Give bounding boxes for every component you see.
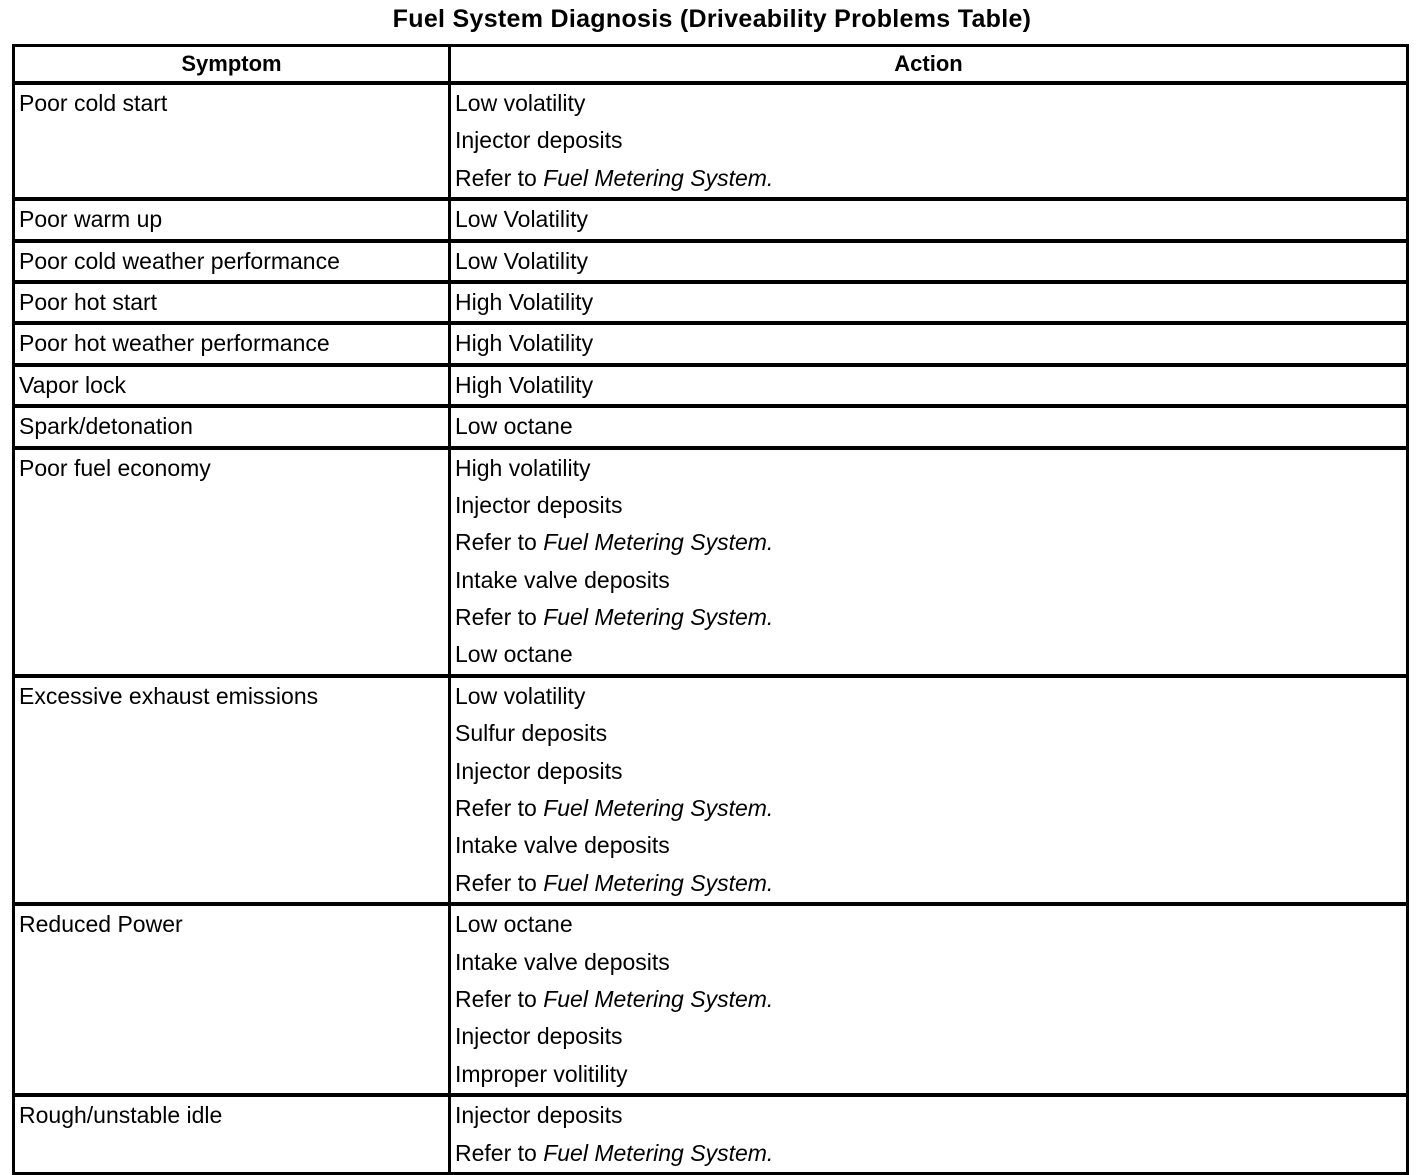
table-row [14, 282, 1408, 323]
action-cell [450, 282, 1408, 323]
table-row [14, 676, 1408, 904]
action-cell [450, 365, 1408, 406]
symptom-cell [14, 406, 450, 447]
action-line [451, 1135, 1406, 1172]
action-line [451, 1018, 1406, 1055]
action-text: Refer to [455, 529, 544, 556]
action-line [451, 753, 1406, 790]
action-text: Sulfur deposits [455, 720, 608, 747]
symptom-text: Rough/unstable idle [19, 1102, 223, 1129]
action-line [451, 201, 1406, 238]
symptom-text: Poor cold start [19, 90, 168, 116]
action-text: Injector deposits [455, 1023, 623, 1050]
action-reference: Fuel Metering System. [543, 795, 774, 822]
action-text: Intake valve deposits [455, 566, 670, 593]
table-row [14, 365, 1408, 406]
symptom-text: Spark/detonation [19, 413, 193, 440]
symptom-text: Poor fuel economy [19, 454, 211, 481]
table-row [14, 406, 1408, 447]
symptom-cell [14, 323, 450, 364]
symptom-cell [14, 241, 450, 282]
symptom-cell [14, 199, 450, 240]
action-line [451, 450, 1406, 487]
action-text: Injector deposits [455, 757, 623, 784]
symptom-cell [14, 1095, 450, 1173]
action-cell [450, 406, 1408, 447]
symptom-cell [14, 282, 450, 323]
symptom-column-header: Symptom [14, 46, 450, 84]
action-text: Refer to [455, 1139, 544, 1166]
action-line [451, 160, 1406, 197]
symptom-text: Excessive exhaust emissions [19, 682, 319, 709]
action-line [451, 827, 1406, 864]
action-text: Low Volatility [455, 247, 588, 274]
table-row [14, 1095, 1408, 1173]
action-line [451, 790, 1406, 827]
action-line [451, 524, 1406, 561]
table-row [14, 199, 1408, 240]
diagnosis-table [12, 44, 1409, 1175]
action-reference: Fuel Metering System. [543, 529, 774, 556]
action-line [451, 243, 1406, 280]
symptom-text: Poor hot weather performance [19, 330, 330, 357]
action-line [451, 678, 1406, 715]
action-line [451, 1097, 1406, 1134]
action-reference: Fuel Metering System. [543, 1139, 774, 1166]
action-text: Refer to [455, 795, 544, 822]
symptom-cell [14, 83, 450, 199]
action-cell [450, 676, 1408, 904]
action-text: Low octane [455, 641, 573, 668]
action-line [451, 865, 1406, 902]
symptom-cell [14, 365, 450, 406]
table-row [14, 241, 1408, 282]
action-reference: Fuel Metering System. [543, 164, 774, 191]
symptom-cell [14, 904, 450, 1095]
action-line [451, 944, 1406, 981]
action-line [451, 325, 1406, 362]
symptom-cell [14, 676, 450, 904]
action-text: Improper volitility [455, 1060, 628, 1087]
action-text: Intake valve deposits [455, 832, 670, 859]
action-text: Refer to [455, 164, 544, 191]
action-text: Refer to [455, 985, 544, 1012]
action-line [451, 715, 1406, 752]
action-line [451, 367, 1406, 404]
page-title: Fuel System Diagnosis (Driveability Problems Table) [392, 5, 1032, 33]
action-text: Low octane [455, 413, 573, 440]
action-line [451, 906, 1406, 943]
action-reference: Fuel Metering System. [543, 604, 774, 631]
action-cell [450, 323, 1408, 364]
table-row [14, 83, 1408, 199]
symptom-text: Vapor lock [19, 371, 126, 398]
action-text: Low volatility [455, 682, 586, 709]
symptom-cell [14, 448, 450, 676]
action-text: Injector deposits [455, 127, 623, 154]
symptom-text: Poor hot start [19, 288, 158, 315]
header-row [14, 46, 1408, 84]
action-text: Refer to [455, 604, 544, 631]
action-text: Low Volatility [455, 206, 588, 233]
action-cell [450, 199, 1408, 240]
action-text: High volatility [455, 454, 591, 481]
action-line [451, 122, 1406, 159]
action-line [451, 284, 1406, 321]
symptom-text: Poor cold weather performance [19, 247, 340, 274]
action-text: High Volatility [455, 330, 594, 357]
action-reference: Fuel Metering System. [543, 869, 774, 896]
action-line [451, 981, 1406, 1018]
symptom-text: Poor warm up [19, 206, 163, 233]
action-cell [450, 1095, 1408, 1173]
action-line [451, 487, 1406, 524]
table-row [14, 323, 1408, 364]
action-line [451, 1056, 1406, 1093]
table-row [14, 448, 1408, 676]
action-text: Low octane [455, 911, 573, 938]
action-reference: Fuel Metering System. [543, 985, 774, 1012]
action-line [451, 562, 1406, 599]
action-cell [450, 241, 1408, 282]
action-text: Injector deposits [455, 1102, 623, 1129]
action-column-header: Action [450, 46, 1408, 84]
action-line [451, 636, 1406, 673]
action-cell [450, 904, 1408, 1095]
action-line [451, 408, 1406, 445]
action-text: Injector deposits [455, 491, 623, 518]
table-row [14, 904, 1408, 1095]
action-cell [450, 448, 1408, 676]
action-line [451, 599, 1406, 636]
action-cell [450, 83, 1408, 199]
action-text: Refer to [455, 869, 544, 896]
action-text: Intake valve deposits [455, 948, 670, 975]
action-text: Low volatility [455, 90, 586, 116]
table-body [14, 83, 1408, 1173]
symptom-text: Reduced Power [19, 911, 183, 938]
action-text: High Volatility [455, 288, 594, 315]
action-line [451, 85, 1406, 122]
action-text: High Volatility [455, 371, 594, 398]
